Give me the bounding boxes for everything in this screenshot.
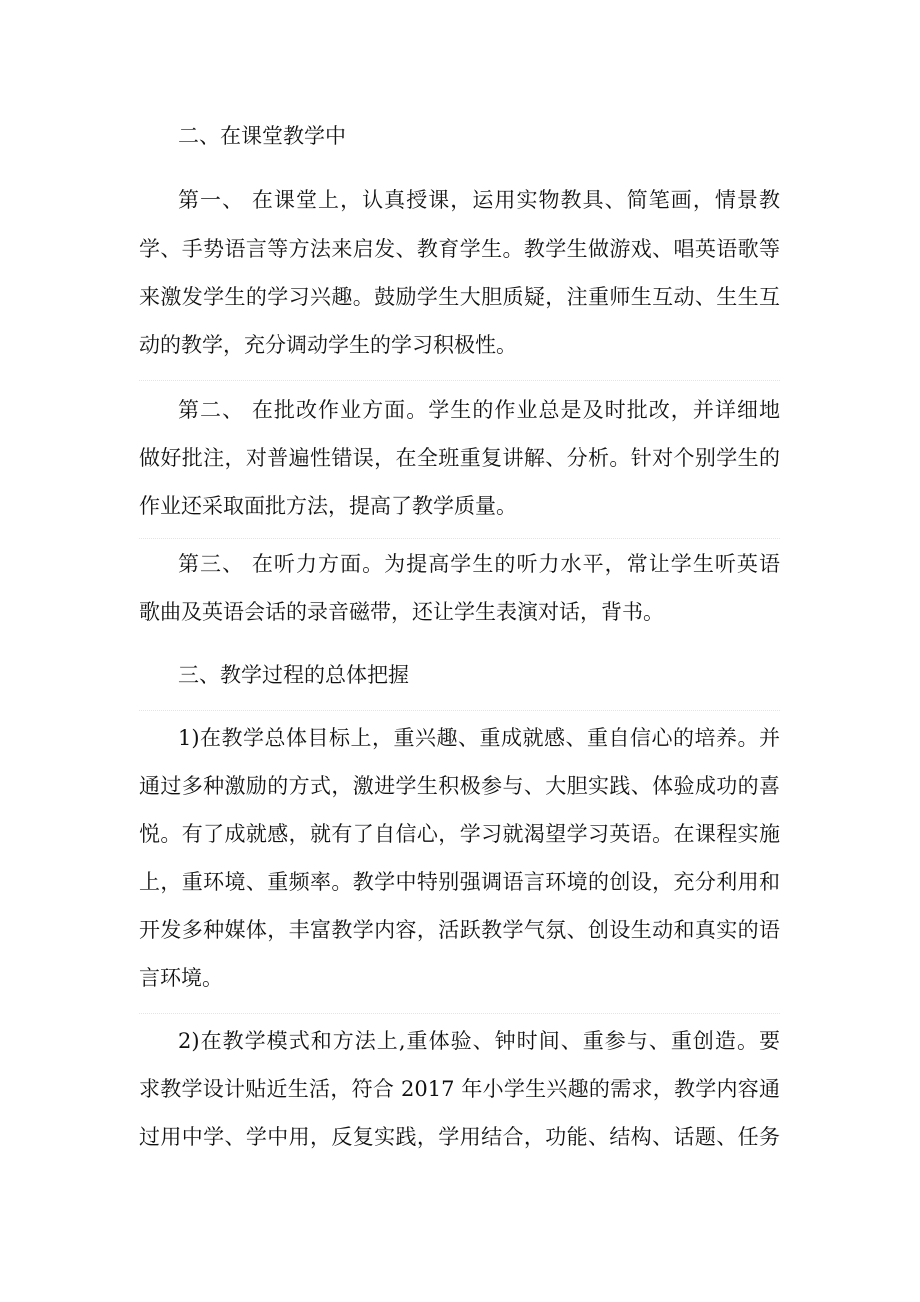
paragraph-line: 第三、 在听力方面。为提高学生的听力水平，常让学生听英语 <box>178 552 780 576</box>
paragraph-line: 言环境。 <box>139 966 223 990</box>
paragraph-line: 求教学设计贴近生活，符合 2017 年小学生兴趣的需求，教学内容通 <box>139 1077 780 1101</box>
paragraph-line: 悦。有了成就感，就有了自信心，学习就渴望学习英语。在课程实施 <box>139 822 780 846</box>
paragraph-line: 做好批注，对普遍性错误，在全班重复讲解、分析。针对个别学生的 <box>139 446 780 470</box>
paragraph-line: 第一、 在课堂上，认真授课，运用实物教具、简笔画，情景教 <box>178 188 780 212</box>
paragraph-line: 动的教学，充分调动学生的学习积极性。 <box>139 333 517 357</box>
divider <box>139 710 780 711</box>
paragraph-line: 来激发学生的学习兴趣。鼓励学生大胆质疑，注重师生互动、生生互 <box>139 285 780 309</box>
section-heading: 三、教学过程的总体把握 <box>178 663 409 687</box>
divider <box>139 380 780 381</box>
paragraph-line: 开发多种媒体，丰富教学内容，活跃教学气氛、创设生动和真实的语 <box>139 918 780 942</box>
paragraph-line: 学、手势语言等方法来启发、教育学生。教学生做游戏、唱英语歌等 <box>139 237 780 261</box>
paragraph-line: 歌曲及英语会话的录音磁带，还让学生表演对话，背书。 <box>139 600 664 624</box>
paragraph-line: 通过多种激励的方式，激进学生积极参与、大胆实践、体验成功的喜 <box>139 774 780 798</box>
divider <box>139 538 780 539</box>
paragraph-line: 作业还采取面批方法，提高了教学质量。 <box>139 494 517 518</box>
paragraph-line: 1)在教学总体目标上，重兴趣、重成就感、重自信心的培养。并 <box>178 726 780 750</box>
section-heading: 二、在课堂教学中 <box>178 124 346 148</box>
paragraph-line: 上，重环境、重频率。教学中特别强调语言环境的创设，充分利用和 <box>139 870 780 894</box>
paragraph-line: 第二、 在批改作业方面。学生的作业总是及时批改，并详细地 <box>178 398 780 422</box>
divider <box>139 1013 780 1014</box>
paragraph-line: 2)在教学模式和方法上,重体验、钟时间、重参与、重创造。要 <box>178 1029 780 1053</box>
paragraph-line: 过用中学、学中用，反复实践，学用结合，功能、结构、话题、任务 <box>139 1125 780 1149</box>
